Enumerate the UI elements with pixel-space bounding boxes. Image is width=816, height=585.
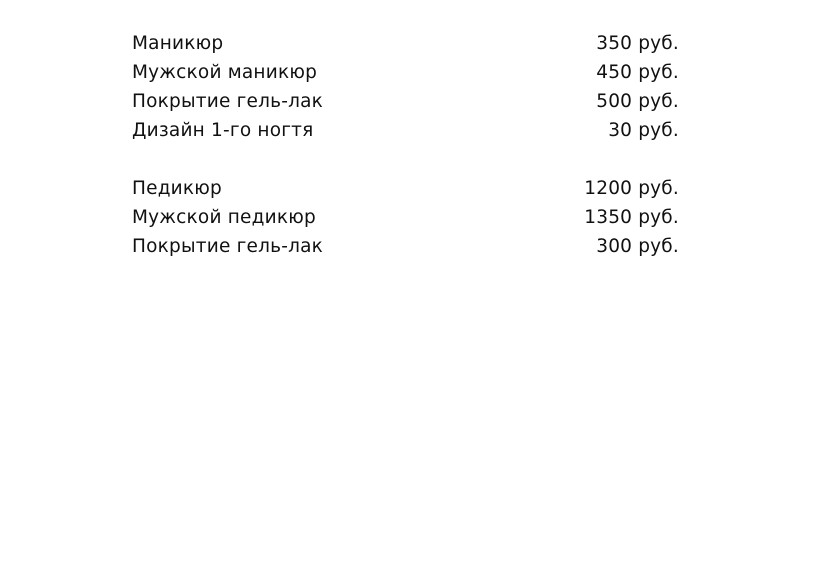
service-name: Мужской маникюр	[132, 62, 318, 83]
service-name: Педикюр	[132, 178, 222, 199]
service-name: Маникюр	[132, 33, 224, 54]
price-row	[132, 87, 679, 116]
service-price: 1350 руб.	[584, 207, 679, 228]
price-row	[132, 203, 679, 232]
service-price: 350 руб.	[596, 33, 679, 54]
manicure-group	[132, 29, 679, 145]
price-row	[132, 116, 679, 145]
service-name: Мужской педикюр	[132, 207, 316, 228]
price-list	[132, 29, 679, 261]
price-row	[132, 58, 679, 87]
pedicure-group	[132, 174, 679, 261]
service-price: 450 руб.	[596, 62, 679, 83]
service-name: Покрытие гель-лак	[132, 236, 324, 257]
service-name: Покрытие гель-лак	[132, 91, 324, 112]
price-row	[132, 29, 679, 58]
service-name: Дизайн 1-го ногтя	[132, 120, 314, 141]
price-row	[132, 232, 679, 261]
service-price: 500 руб.	[596, 91, 679, 112]
price-row	[132, 174, 679, 203]
service-price: 1200 руб.	[584, 178, 679, 199]
service-price: 30 руб.	[608, 120, 679, 141]
service-price: 300 руб.	[596, 236, 679, 257]
